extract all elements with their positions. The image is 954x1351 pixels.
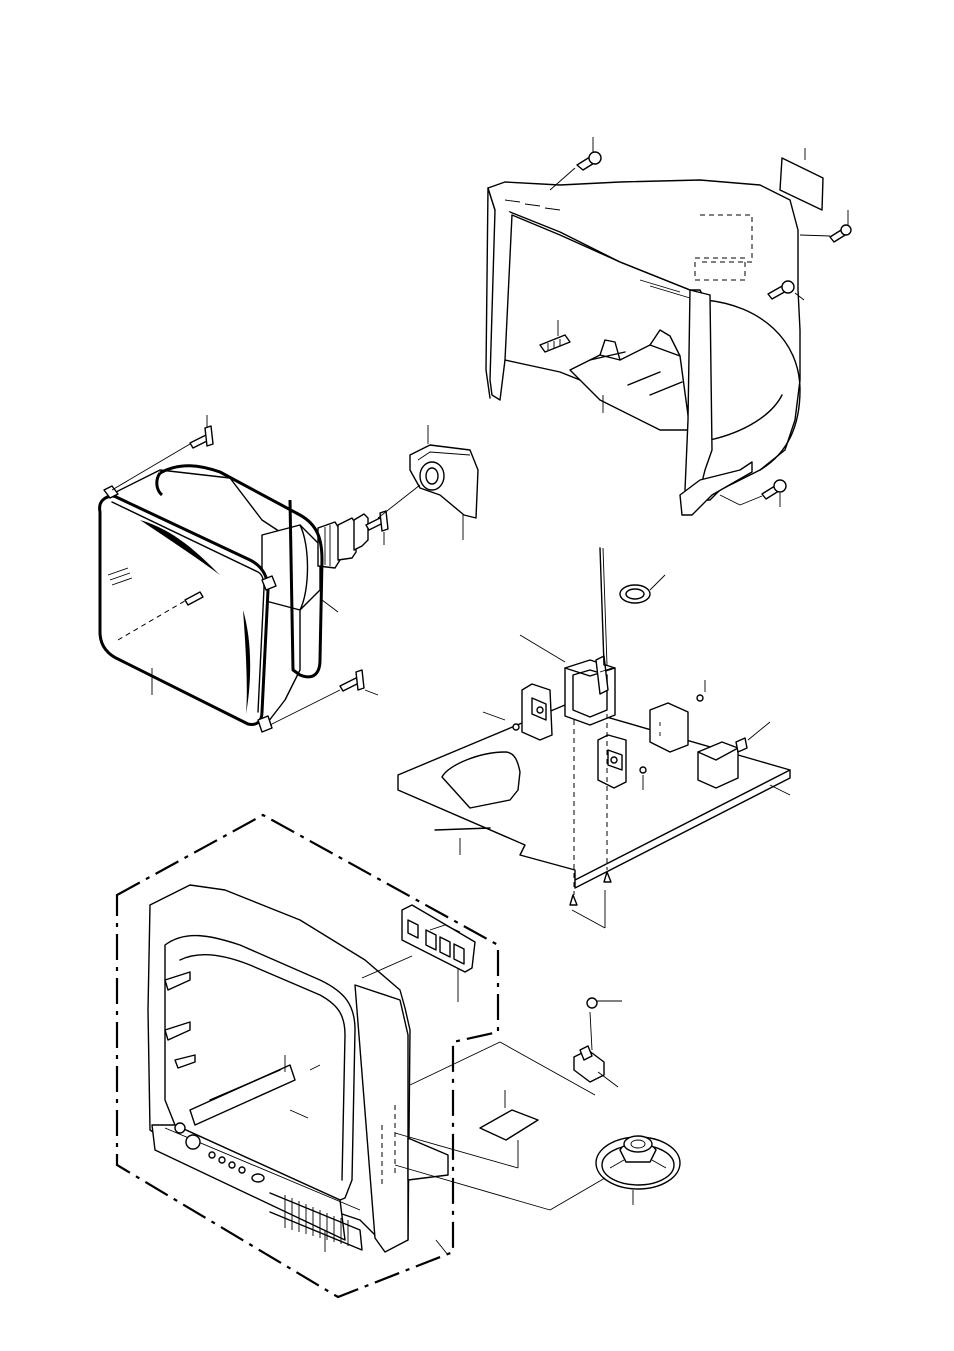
screw-tube-top <box>190 415 213 448</box>
power-switch <box>410 998 622 1095</box>
deflection-yoke-cover <box>378 425 478 540</box>
screw-back-top <box>577 137 601 170</box>
front-cabinet <box>117 815 498 1297</box>
screw-back-bottom <box>762 480 786 507</box>
antenna-rod <box>600 548 665 665</box>
main-pcb <box>398 705 790 888</box>
screw-back-right-1 <box>830 210 851 242</box>
picture-tube <box>100 470 368 732</box>
screw-tube-bottom <box>340 670 378 695</box>
screw-tube-neck <box>366 511 388 545</box>
back-cover <box>486 180 800 515</box>
